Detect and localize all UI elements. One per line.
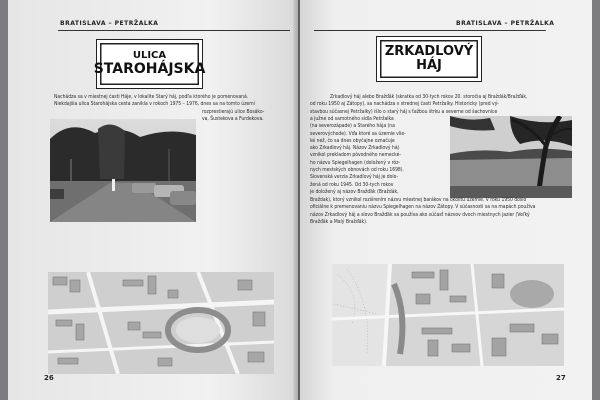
- text-line: ho názvu Spiegelhagen (doložený v rôz-: [310, 159, 401, 166]
- page-number-left: 26: [44, 374, 54, 382]
- left-page: [8, 0, 298, 400]
- sign-line-2: HÁJ: [416, 58, 442, 73]
- text-line: Zrkadlový háj alebo Bražďák (skratka od 30-tych rokov 20. storočia aj Braždák/Bražďák,: [330, 94, 528, 100]
- intro-paragraph-right: [310, 94, 556, 116]
- map-image-left: [48, 272, 274, 374]
- sign-line-1: ULICA: [132, 50, 167, 62]
- right-page: [300, 0, 592, 400]
- text-line: je doložený aj názov Bražďák (Braždák,: [310, 188, 399, 195]
- text-line: Niekdajšia ulica Starohájska cesta zanikla v rokoch 1975 – 1976, dnes sa na tomto území: [54, 101, 255, 108]
- text-line: Nachádza sa v miestnej časti Háje, v lokalite Starý háj, podľa ktorého je pomenovaná.: [54, 94, 249, 100]
- wrapped-paragraph-right: [310, 116, 430, 196]
- text-line: Slovenská verzia Zrkadlový háj je dolo-: [310, 174, 399, 181]
- running-head-right: BRATISLAVA – PETRŽALKA: [456, 20, 555, 27]
- text-line: Braždak), ktorý vznikol rozšírením názvu miestnej barákov na okolitú územie. V roku 1950 došlo: [310, 197, 527, 203]
- sign-line-2: STAROHÁJSKA: [93, 60, 206, 77]
- text-line: názov Zrkadlový háj a slovo Bražďák sa používa ako súčasť názvov dvoch miestnych jazier (Veľký: [310, 211, 530, 218]
- text-line: ké než, čo sa dnes obyčajne označuje: [310, 137, 395, 144]
- text-line: severovýchode). Vďa ktoré sa územie vlie-: [310, 130, 406, 137]
- text-line: žená od roku 1945. Od 30-tych rokov: [310, 181, 394, 188]
- header-rule-right: [314, 30, 546, 31]
- text-line: oficiálne k premenovaniu názvu Spiegelhagen na názov Zátopy. V súčasnosti sa na mapách používa: [310, 204, 536, 211]
- closing-paragraph-right: [310, 197, 572, 226]
- running-head-left: BRATISLAVA – PETRŽALKA: [60, 20, 159, 27]
- page-number-right: 27: [556, 374, 566, 382]
- map-zrkadlovy-haj: [332, 264, 564, 366]
- text-line: (na severozápade) a Starého hája (na: [310, 123, 395, 130]
- text-line: vznikol prekladom pôvodného nemecké-: [310, 152, 401, 159]
- text-line: Bražďák a Malý Bražďák).: [310, 218, 368, 225]
- map-starohajska: [48, 272, 274, 374]
- header-rule-left: [58, 30, 290, 31]
- text-line: va, Šustekova a Furdekova.: [202, 115, 264, 122]
- text-line: stavbou súčasnej Petržalky) išlo o starý háj s ťažbou štrku a severne od šachovnice: [310, 108, 498, 115]
- street-sign-starohajska: [93, 39, 206, 89]
- text-line: a južne od samotného sídla Petržalka: [310, 116, 394, 122]
- sign-line-1: ZRKADLOVÝ: [384, 44, 474, 60]
- map-image-right: [332, 264, 564, 366]
- text-line: ako Zrkadlový háj. Názov Zrkadlový háj: [310, 145, 399, 152]
- text-line: rozprestierajú ulice Bosáko-: [202, 108, 265, 115]
- lake-photo: [450, 116, 572, 198]
- lake-photo-image: [450, 116, 572, 198]
- street-photo-image: [50, 119, 196, 222]
- street-photo: [50, 119, 196, 222]
- text-line: od roku 1950 aj Zátopy), sa nachádza v strednej časti Petržalky. Historicky (pred vý-: [310, 101, 499, 108]
- street-sign-zrkadlovy-haj: [376, 36, 482, 82]
- text-line: nych mestských obnovách od roku 1698).: [310, 167, 404, 174]
